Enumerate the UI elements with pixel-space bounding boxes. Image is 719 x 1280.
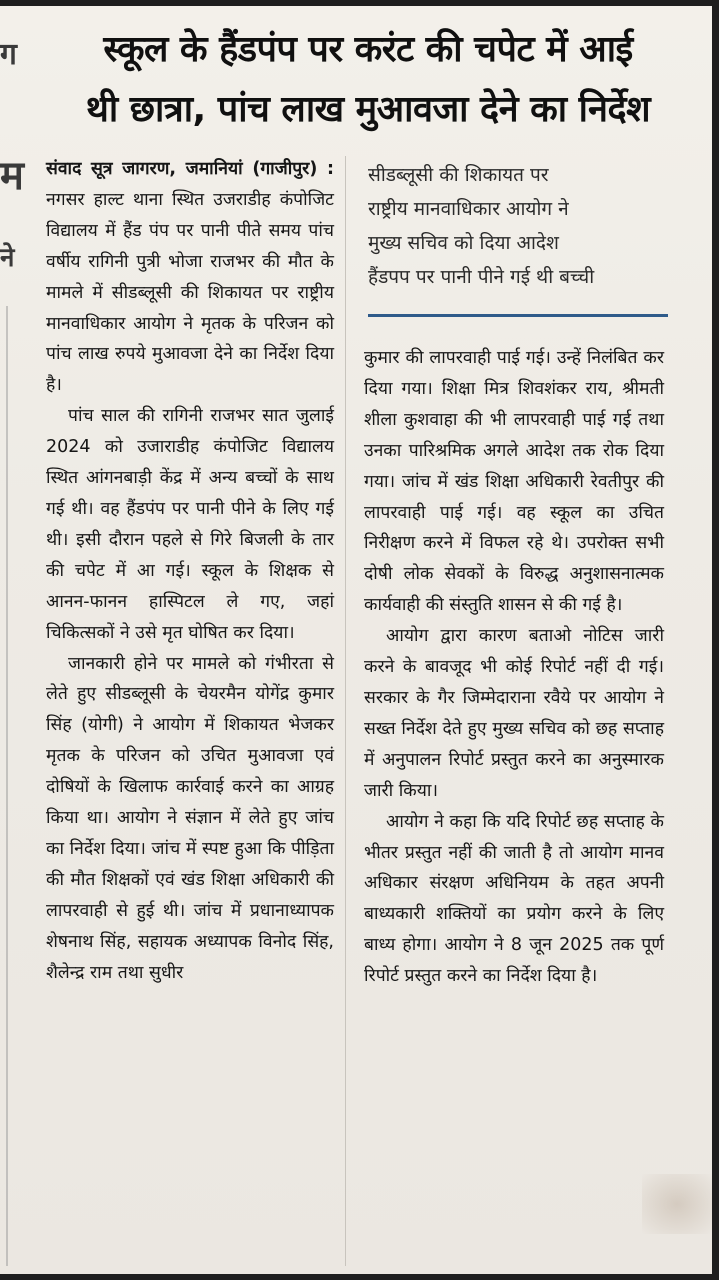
adjacent-column-fragment bbox=[0, 6, 30, 1274]
byline: संवाद सूत्र जागरण, जमानियां (गाजीपुर) : bbox=[46, 159, 334, 179]
article-column-right bbox=[364, 343, 664, 992]
article-paragraph-3: जानकारी होने पर मामले को गंभीरता से लेते हुए सीडब्लूसी के चेयरमैन योगेंद्र कुमार सिंह (योगी) ने आयोग में शिकायत भेजकर मृतक के परिजन को उचित मुआवजा एवं दोषियों के खिलाफ कार्रवाई करने का आग्रह किया था। आयोग ने संज्ञान में लेते हुए जांच का निर्देश दिया। जांच में स्पष्ट हुआ कि पीड़िता की मौत शिक्षकों एवं खंड शिक्षा अधिकारी की लापरवाही से हुई थी। जांच में प्रधानाध्यापक शेषनाथ सिंह, सहायक अध्यापक विनोद सिंह, शैलेन्द्र राम तथा सुधीर bbox=[46, 653, 334, 983]
paper-smudge bbox=[642, 1174, 712, 1234]
newspaper-clipping bbox=[0, 6, 712, 1274]
subhead-line-3: मुख्य सचिव को दिया आदेश bbox=[368, 232, 559, 254]
article-paragraph-1 bbox=[46, 154, 334, 401]
headline-line-1: स्कूल के हैंडपंप पर करंट की चपेट में आई bbox=[103, 29, 633, 70]
headline-line-2: थी छात्रा, पांच लाख मुआवजा देने का निर्देश bbox=[85, 89, 651, 130]
subheadline bbox=[368, 158, 668, 294]
subhead-line-4: हैंडपप पर पानी पीने गई थी बच्ची bbox=[368, 266, 595, 288]
article-column-left bbox=[46, 154, 334, 988]
article-paragraph-6: आयोग ने कहा कि यदि रिपोर्ट छह सप्ताह के भीतर प्रस्तुत नहीं की जाती है तो आयोग मानव अधिकार संरक्षण अधिनियम के तहत अपनी बाध्यकारी शक्तियों का प्रयोग करने के लिए बाध्य होगा। आयोग ने 8 जून 2025 तक पूर्ण रिपोर्ट प्रस्तुत करने का निर्देश दिया है। bbox=[364, 811, 664, 987]
edge-fragment-2: म bbox=[0, 153, 24, 199]
edge-divider bbox=[6, 306, 8, 1266]
edge-fragment-1: ग bbox=[0, 37, 17, 72]
article-paragraph-4: कुमार की लापरवाही पाई गई। उन्हें निलंबित कर दिया गया। शिक्षा मित्र शिवशंकर राय, श्रीमती शीला कुशवाहा की भी लापरवाही पाई गई तथा उनका पारिश्रमिक अगले आदेश तक रोक दिया गया। जांच में खंड शिक्षा अधिकारी रेवतीपुर की लापरवाही पाई गई। वह स्कूल का उचित निरीक्षण करने में विफल रहे थे। उपरोक्त सभी दोषी लोक सेवकों के विरुद्ध अनुशासनात्मक कार्यवाही की संस्तुति शासन से की गई है। bbox=[364, 348, 664, 616]
headline bbox=[30, 20, 706, 140]
subhead-rule bbox=[368, 314, 668, 317]
article-paragraph-5: आयोग द्वारा कारण बताओ नोटिस जारी करने के बावजूद भी कोई रिपोर्ट नहीं दी गई। सरकार के गैर जिम्मेदाराना रवैये पर आयोग ने सख्त निर्देश देते हुए मुख्य सचिव को छह सप्ताह में अनुपालन रिपोर्ट प्रस्तुत करने का अनुस्मारक जारी किया। bbox=[364, 626, 664, 801]
subhead-line-2: राष्ट्रीय मानवाधिकार आयोग ने bbox=[368, 198, 569, 220]
subhead-line-1: सीडब्लूसी की शिकायत पर bbox=[368, 164, 549, 186]
column-divider bbox=[345, 156, 346, 1266]
article-paragraph-2: पांच साल की रागिनी राजभर सात जुलाई 2024 को उजाराडीह कंपोजिट विद्यालय स्थित आंगनबाड़ी केंद्र में अन्य बच्चों के साथ गई थी। वह हैंडपंप पर पानी पीने के लिए गई थी। इसी दौरान पहले से गिरे बिजली के तार की चपेट में आ गई। स्कूल के शिक्षक से आनन-फानन हास्पिटल ले गए, जहां चिकित्सकों ने उसे मृत घोषित कर दिया। bbox=[46, 406, 334, 643]
paragraph-1-text: नगसर हाल्ट थाना स्थित उजराडीह कंपोजिट विद्यालय में हैंड पंप पर पानी पीते समय पांच वर्षीय रागिनी पुत्री भोजा राजभर की मौत के मामले में सीडब्लूसी की शिकायत पर राष्ट्रीय मानवाधिकार आयोग ने मृतक के परिजन को पांच लाख रुपये मुआवजा देने का निर्देश दिया है। bbox=[46, 189, 334, 396]
edge-fragment-3: ने bbox=[0, 243, 15, 273]
